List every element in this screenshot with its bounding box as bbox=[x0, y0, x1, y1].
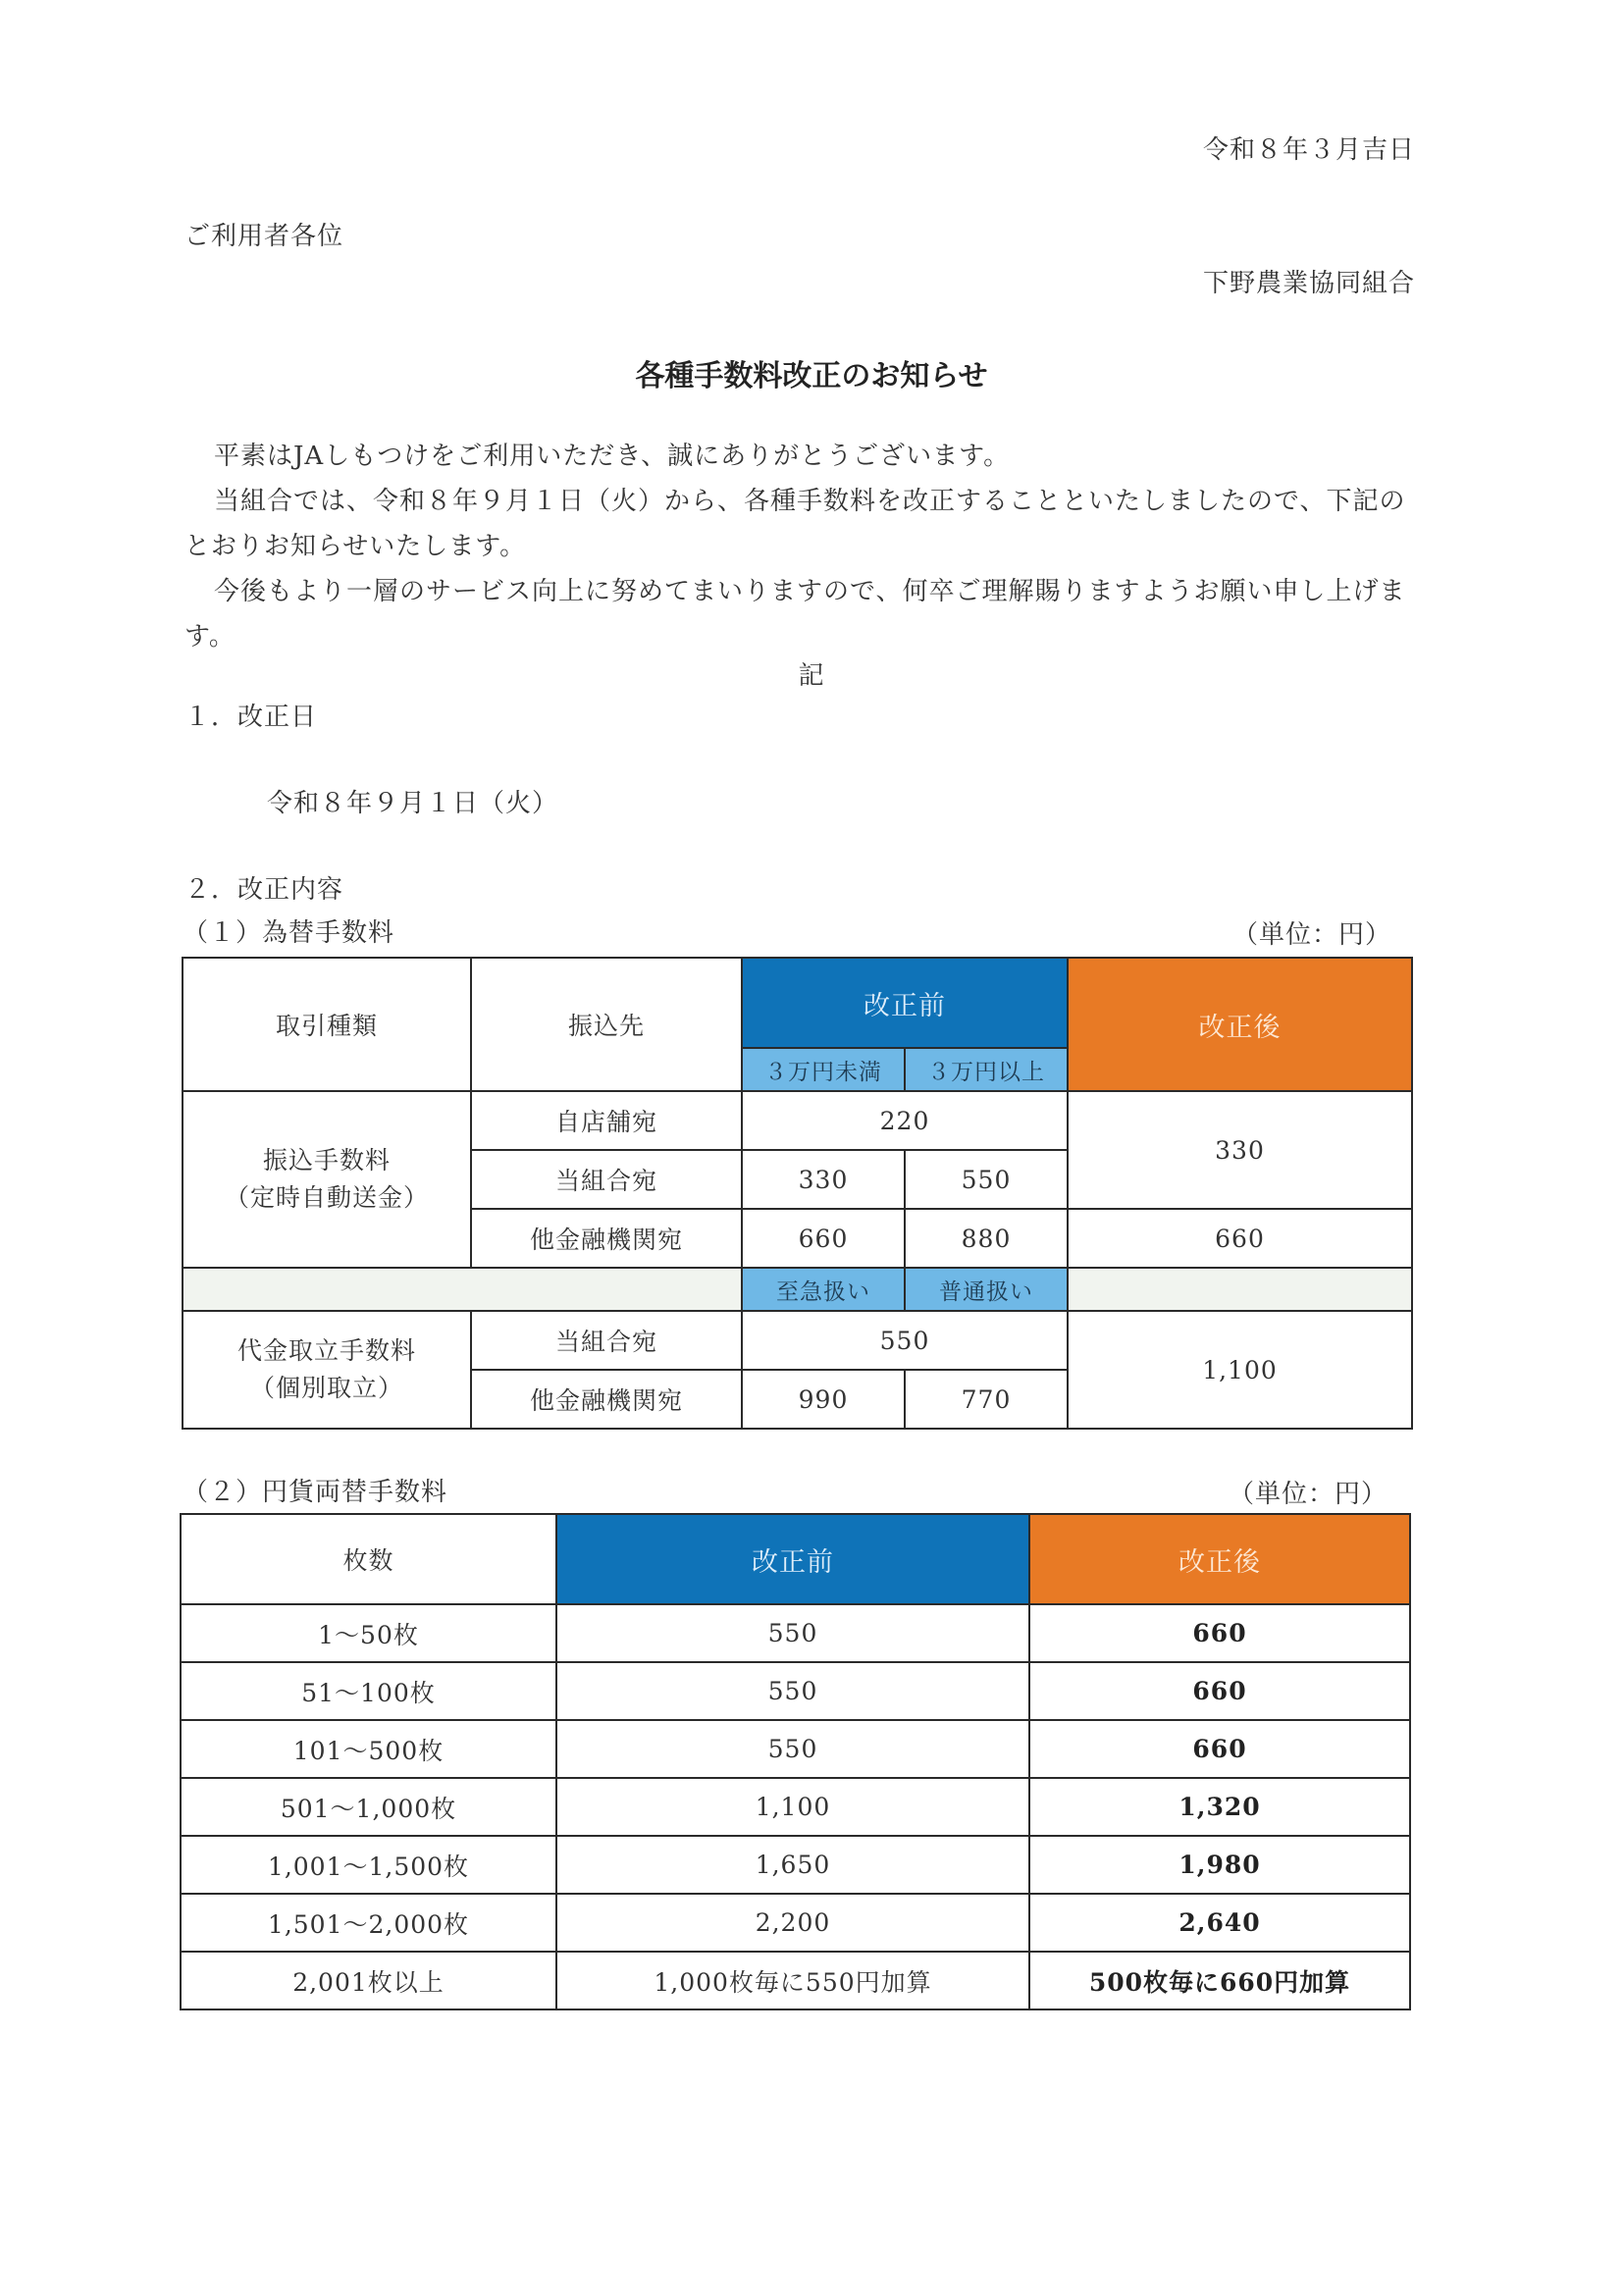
document-title: 各種手数料改正のお知らせ bbox=[635, 359, 988, 393]
header-normal: 普通扱い bbox=[905, 1268, 1068, 1311]
after-value: 500枚毎に660円加算 bbox=[1029, 1952, 1410, 2009]
collection-fee-type bbox=[183, 1311, 471, 1429]
before-value: 1,650 bbox=[556, 1836, 1029, 1894]
destination-cell: 自店舗宛 bbox=[471, 1091, 742, 1150]
closing-paragraph: 今後もより一層のサービス向上に努めてまいりますので、何卒ご理解賜りますようお願い申し上げます。 bbox=[184, 577, 1406, 652]
after-value: 660 bbox=[1029, 1604, 1410, 1662]
header-destination: 振込先 bbox=[471, 958, 742, 1091]
before-value-urgent: 990 bbox=[742, 1370, 905, 1429]
table-row bbox=[181, 1952, 1410, 2009]
transfer-fee-type bbox=[183, 1091, 471, 1268]
separator-cell bbox=[1068, 1268, 1412, 1311]
destination-cell: 当組合宛 bbox=[471, 1311, 742, 1370]
exchange-fee-table bbox=[182, 957, 1413, 1430]
table1-unit: （単位：円） bbox=[1231, 920, 1391, 950]
table-row bbox=[181, 1720, 1410, 1778]
section2-heading: ２．改正内容 bbox=[184, 875, 344, 905]
notice-date: 令和８年３月吉日 bbox=[1202, 135, 1415, 165]
table-row bbox=[181, 1604, 1410, 1662]
header-urgent: 至急扱い bbox=[742, 1268, 905, 1311]
table-row bbox=[181, 1778, 1410, 1836]
table-header-row bbox=[183, 958, 1412, 1048]
table2-unit: （単位：円） bbox=[1228, 1480, 1387, 1509]
before-value: 1,100 bbox=[556, 1778, 1029, 1836]
section1-heading: １．改正日 bbox=[184, 703, 318, 732]
header-transaction-type: 取引種類 bbox=[183, 958, 471, 1091]
header-over-30k: ３万円以上 bbox=[905, 1048, 1068, 1091]
table-row bbox=[181, 1662, 1410, 1720]
before-value: 1,000枚毎に550円加算 bbox=[556, 1952, 1029, 2009]
count-cell: 101～500枚 bbox=[181, 1720, 556, 1778]
header-count: 枚数 bbox=[181, 1514, 556, 1604]
before-value: 550 bbox=[556, 1604, 1029, 1662]
header-after-revision: 改正後 bbox=[1068, 958, 1412, 1091]
table-row bbox=[181, 1894, 1410, 1952]
table-row bbox=[183, 1311, 1412, 1370]
count-cell: 2,001枚以上 bbox=[181, 1952, 556, 2009]
separator-row bbox=[183, 1268, 1412, 1311]
before-value-over: 550 bbox=[905, 1150, 1068, 1209]
before-value: 550 bbox=[742, 1311, 1068, 1370]
revision-date: 令和８年９月１日（火） bbox=[267, 789, 559, 818]
table-row bbox=[183, 1091, 1412, 1150]
addressee: ご利用者各位 bbox=[184, 222, 344, 251]
before-value: 550 bbox=[556, 1720, 1029, 1778]
transfer-fee-label: 振込手数料 bbox=[262, 1146, 391, 1174]
before-value: 2,200 bbox=[556, 1894, 1029, 1952]
before-value-under: 660 bbox=[742, 1209, 905, 1268]
after-value: 2,640 bbox=[1029, 1894, 1410, 1952]
destination-cell: 当組合宛 bbox=[471, 1150, 742, 1209]
header-before-revision: 改正前 bbox=[742, 958, 1068, 1048]
separator-cell bbox=[183, 1268, 742, 1311]
table-header-row bbox=[181, 1514, 1410, 1604]
collection-fee-label: 代金取立手数料 bbox=[236, 1336, 416, 1365]
before-value-over: 880 bbox=[905, 1209, 1068, 1268]
collection-fee-sublabel: （個別取立） bbox=[249, 1374, 403, 1402]
before-value-normal: 770 bbox=[905, 1370, 1068, 1429]
ki-marker: 記 bbox=[798, 661, 825, 691]
transfer-fee-sublabel: （定時自動送金） bbox=[224, 1183, 429, 1212]
greeting-paragraph: 平素はJAしもつけをご利用いただき、誠にありがとうございます。 bbox=[214, 442, 1011, 471]
after-value: 1,980 bbox=[1029, 1836, 1410, 1894]
sender-organization: 下野農業協同組合 bbox=[1202, 269, 1415, 298]
before-value-under: 330 bbox=[742, 1150, 905, 1209]
after-value: 660 bbox=[1029, 1662, 1410, 1720]
table2-caption: （２）円貨両替手数料 bbox=[183, 1478, 448, 1507]
table-row bbox=[181, 1836, 1410, 1894]
announcement-paragraph: 当組合では、令和８年９月１日（火）から、各種手数料を改正することといたしましたので、下記のとおりお知らせいたします。 bbox=[184, 487, 1406, 561]
after-value: 660 bbox=[1029, 1720, 1410, 1778]
after-value: 1,100 bbox=[1068, 1311, 1412, 1429]
header-after-revision: 改正後 bbox=[1029, 1514, 1410, 1604]
table1-caption: （１）為替手数料 bbox=[183, 918, 395, 948]
destination-cell: 他金融機関宛 bbox=[471, 1209, 742, 1268]
before-value: 220 bbox=[742, 1091, 1068, 1150]
after-value: 660 bbox=[1068, 1209, 1412, 1268]
before-value: 550 bbox=[556, 1662, 1029, 1720]
count-cell: 1,001～1,500枚 bbox=[181, 1836, 556, 1894]
header-under-30k: ３万円未満 bbox=[742, 1048, 905, 1091]
count-cell: 51～100枚 bbox=[181, 1662, 556, 1720]
after-value: 1,320 bbox=[1029, 1778, 1410, 1836]
after-value: 330 bbox=[1068, 1091, 1412, 1209]
count-cell: 1,501～2,000枚 bbox=[181, 1894, 556, 1952]
header-before-revision: 改正前 bbox=[556, 1514, 1029, 1604]
count-cell: 501～1,000枚 bbox=[181, 1778, 556, 1836]
destination-cell: 他金融機関宛 bbox=[471, 1370, 742, 1429]
coin-exchange-fee-table bbox=[180, 1513, 1411, 2010]
count-cell: 1～50枚 bbox=[181, 1604, 556, 1662]
